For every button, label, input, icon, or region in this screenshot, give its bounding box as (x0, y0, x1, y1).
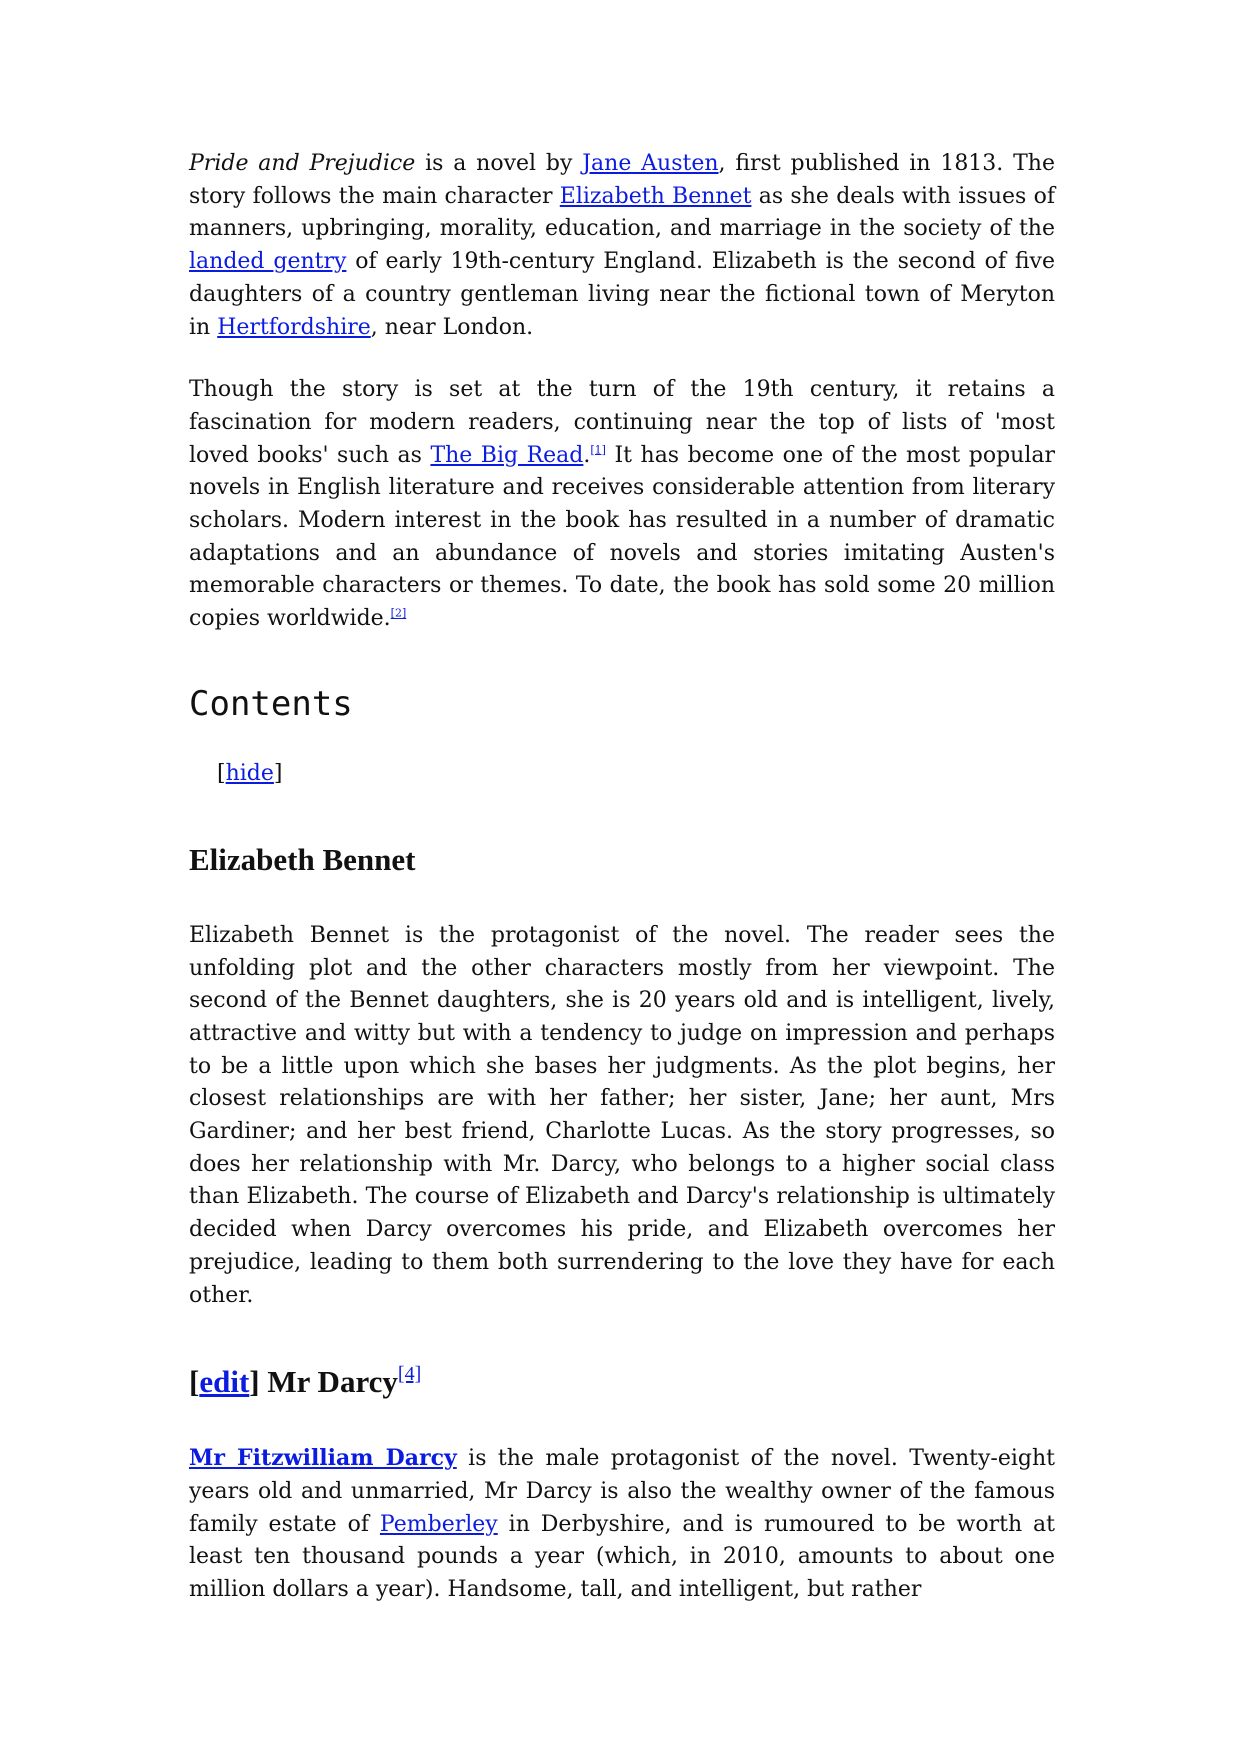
section-title: Mr Darcy (267, 1364, 398, 1400)
section-heading-elizabeth-bennet: Elizabeth Bennet (189, 841, 416, 877)
bracket-close: ] (273, 760, 283, 786)
section-heading-mr-darcy (189, 1362, 1055, 1402)
intro-paragraph-2 (189, 374, 1055, 636)
text-run: , first published in 1813. The story follows the main character (189, 151, 1055, 209)
link-mr-fitzwilliam-darcy[interactable]: Mr Fitzwilliam Darcy (189, 1445, 457, 1472)
novel-title: Pride and Prejudice (189, 151, 416, 176)
text-run: . (583, 442, 591, 468)
text-run: is the male protagonist of the novel. Twenty-eight years old and unmarried, Mr Darcy is also the wealthy owner of the famous family estate of (189, 1446, 1055, 1537)
link-elizabeth-bennet[interactable]: Elizabeth Bennet (559, 183, 752, 209)
bracket-open: [ (189, 1364, 200, 1400)
contents-heading: Contents (189, 683, 353, 724)
text-run: of early 19th-century England. Elizabeth is the second of five daughters of a country gentleman living near the fictional town of Meryton in (189, 249, 1055, 340)
link-pemberley[interactable]: Pemberley (379, 1511, 498, 1537)
reference-link-2[interactable]: [2] (390, 606, 407, 620)
intro-paragraph-1 (189, 148, 1055, 344)
text-run: in Derbyshire, and is rumoured to be worth at least ten thousand pounds a year (which, in 2010, amounts to about one million dollars a year). Handsome, tall, and intelligent, but rather (189, 1511, 1055, 1603)
elizabeth-bennet-paragraph: Elizabeth Bennet is the protagonist of the novel. The reader sees the unfolding plot and the other characters mostly from her viewpoint. The second of the Bennet daughters, she is 20 years old and is intelligent, lively, attractive and witty but with a tendency to judge on impression and perhaps to be a little upon which she bases her judgments. As the plot begins, her closest relationships are with her father; her sister, Jane; her aunt, Mrs Gardiner; and her best friend, Charlotte Lucas. As the story progresses, so does her relationship with Mr. Darcy, who belongs to a higher social class than Elizabeth. The course of Elizabeth and Darcy's relationship is ultimately decided when Darcy overcomes his pride, and Elizabeth overcomes her prejudice, leading to them both surrendering to the love they have for each other. (189, 922, 1055, 1308)
text-run: Though the story is set at the turn of the 19th century, it retains a fascination for modern readers, continuing near the top of lists of 'most loved books' such as (189, 377, 1055, 468)
link-landed-gentry[interactable]: landed gentry (189, 249, 347, 275)
reference-link-4[interactable]: [4] (397, 1363, 422, 1386)
reference-4 (398, 1363, 421, 1385)
reference-link-1[interactable]: [1] (590, 443, 606, 457)
bracket-open: [ (217, 760, 226, 786)
link-the-big-read[interactable]: The Big Read (430, 442, 584, 468)
link-jane-austen[interactable]: Jane Austen (582, 151, 719, 176)
reference-1 (590, 443, 606, 456)
edit-section-link[interactable]: edit (199, 1364, 250, 1400)
hide-toc-link[interactable]: hide (225, 760, 274, 786)
toc-toggle (217, 758, 1055, 790)
mr-darcy-paragraph (189, 1442, 1055, 1607)
text-run: , near London. (370, 314, 534, 340)
link-hertfordshire[interactable]: Hertfordshire (217, 314, 371, 340)
text-run: is a novel by (415, 151, 583, 176)
text-run: It has become one of the most popular novels in English literature and receives considerable attention from literary scholars. Modern interest in the book has resulted in a number of dramatic adaptations and an abundance of novels and stories imitating Austen's memorable characters or themes. To date, the book has sold some 20 million copies worldwide. (189, 442, 1056, 632)
article-body (189, 148, 1055, 1607)
reference-2 (391, 607, 407, 620)
bracket-close: ] (249, 1364, 268, 1400)
text-run: as she deals with issues of manners, upbringing, morality, education, and marriage in the society of the (189, 183, 1055, 242)
